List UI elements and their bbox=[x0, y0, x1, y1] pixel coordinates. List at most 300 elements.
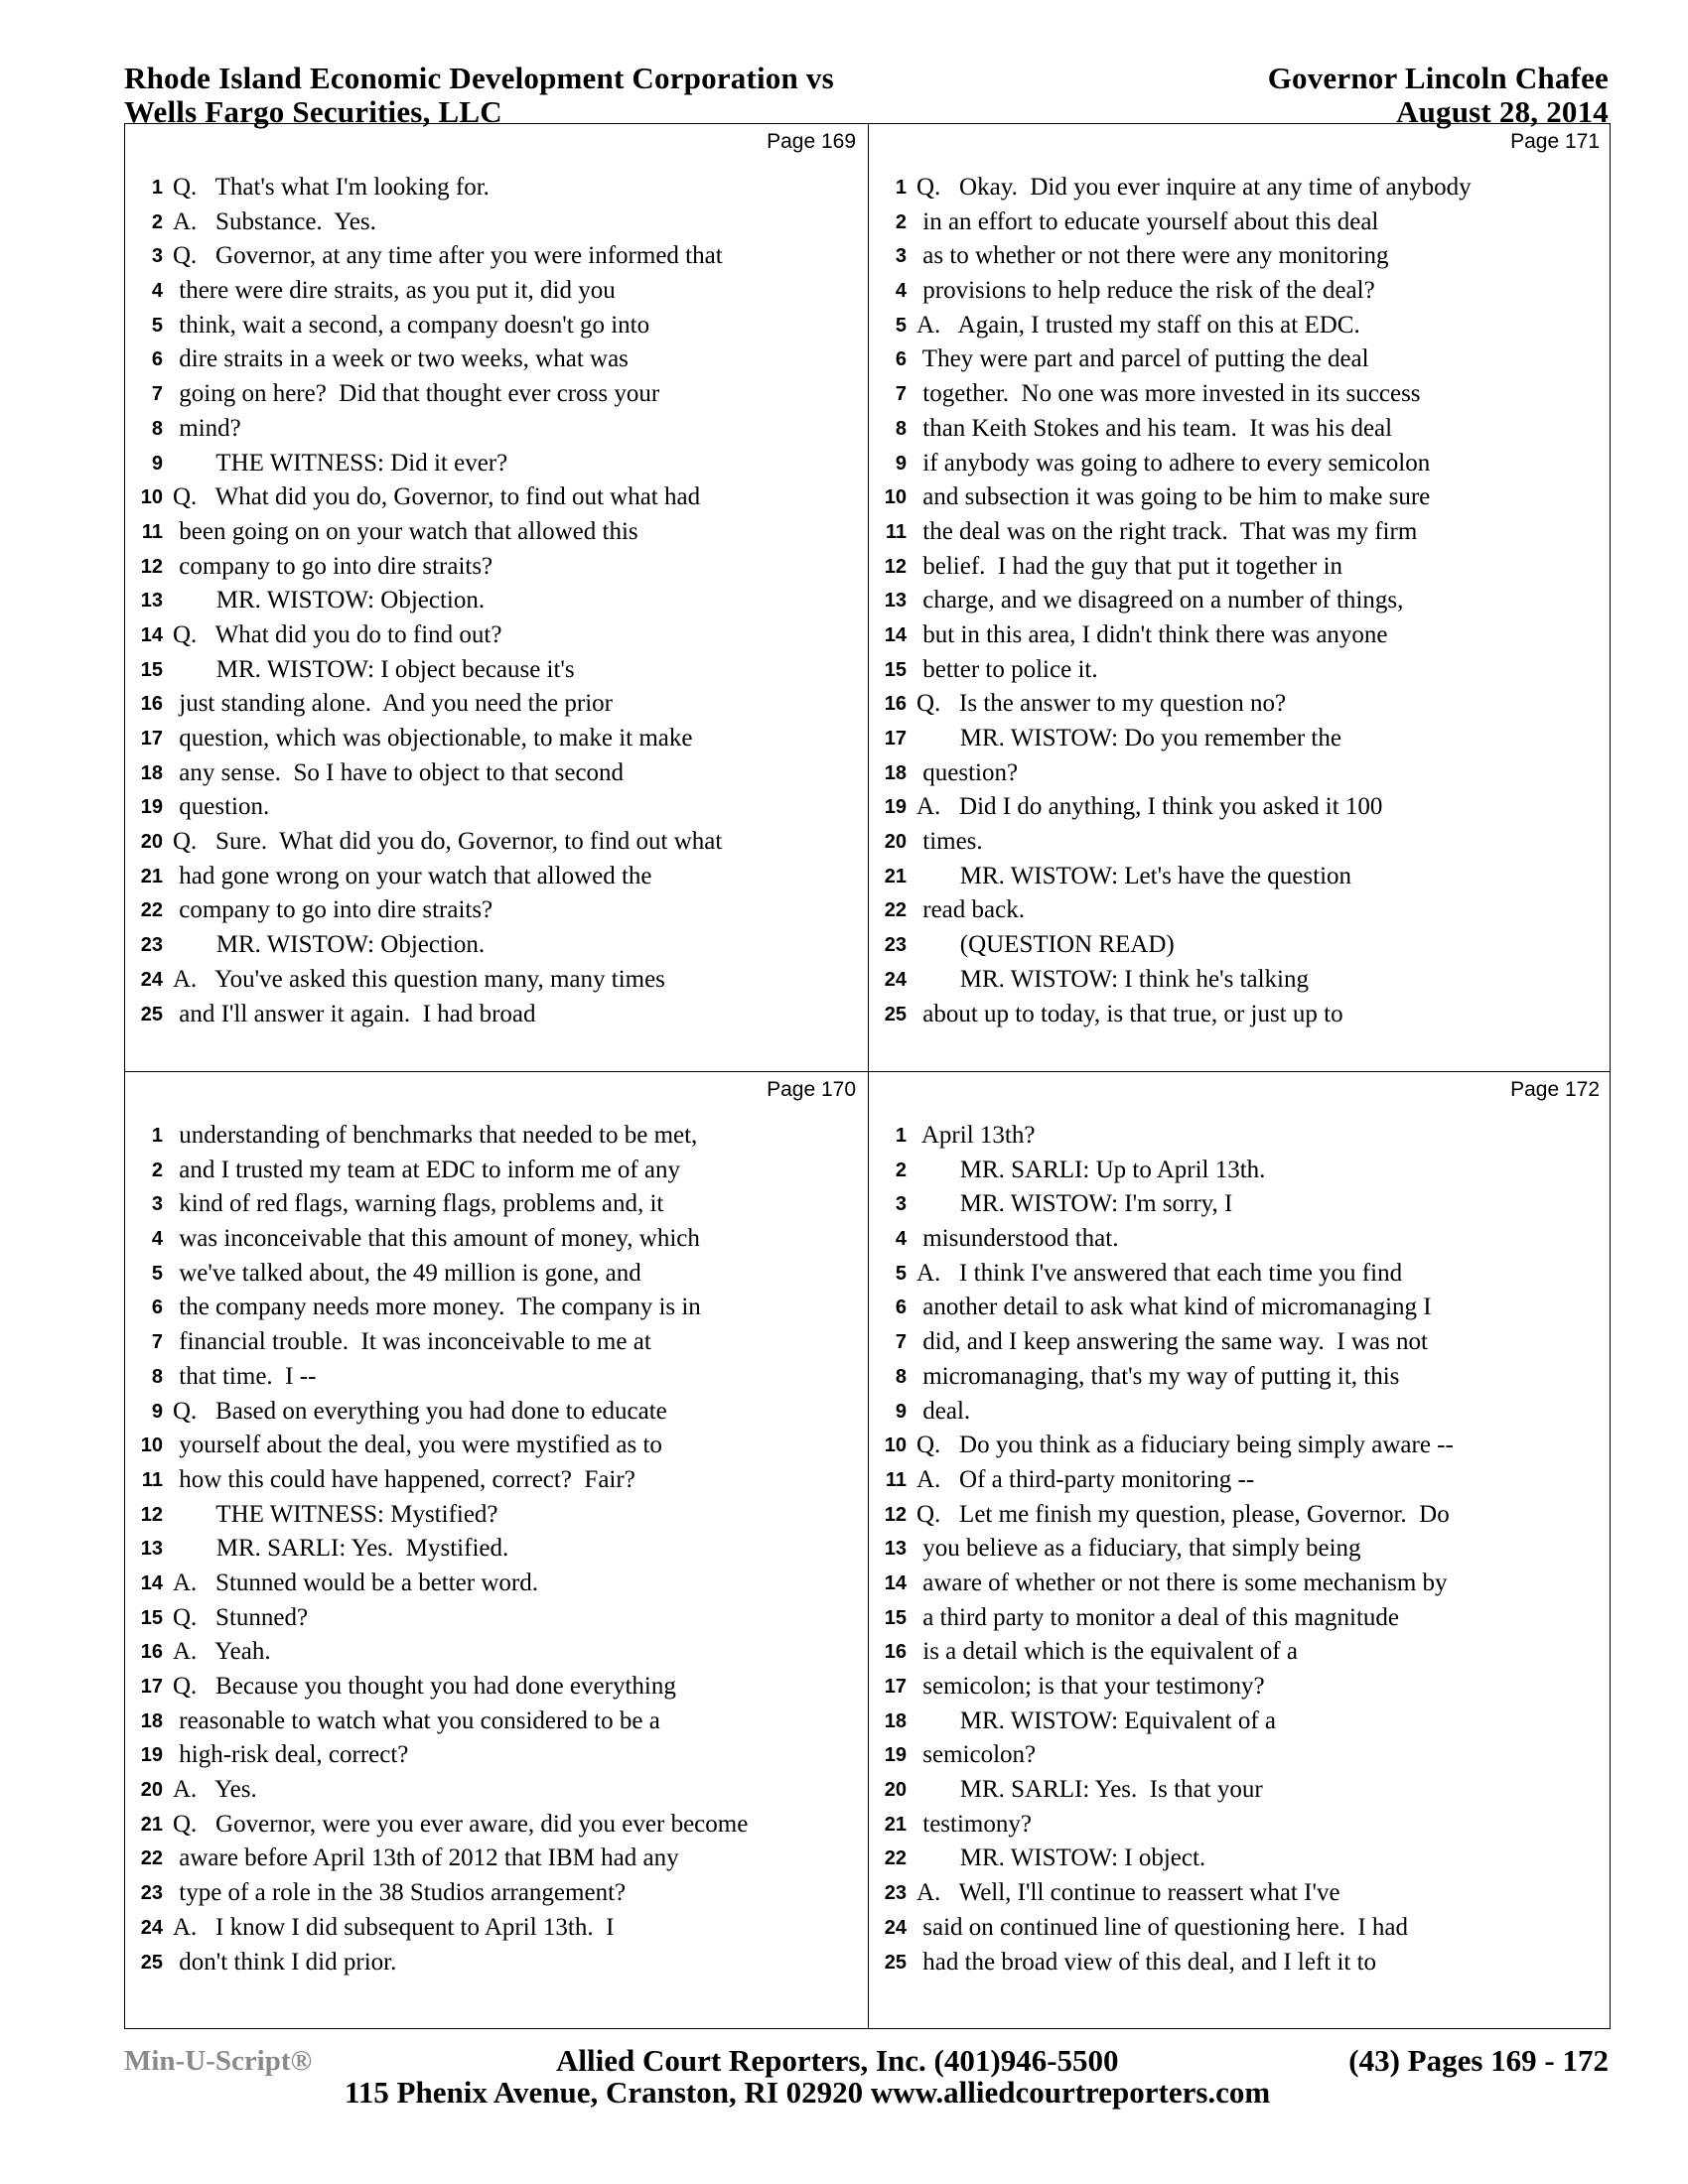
line-number: 21 bbox=[140, 865, 163, 887]
transcript-line bbox=[869, 1911, 1612, 1946]
line-number: 9 bbox=[895, 452, 907, 475]
transcript-line bbox=[869, 1187, 1612, 1222]
transcript-line bbox=[869, 1429, 1612, 1463]
page-number: Page 172 bbox=[1510, 1078, 1600, 1101]
transcript-line bbox=[869, 790, 1612, 825]
line-number: 14 bbox=[140, 623, 163, 646]
line-text: semicolon? bbox=[916, 1741, 1037, 1769]
line-text: question? bbox=[916, 758, 1019, 786]
transcript-page bbox=[125, 1072, 868, 2019]
transcript-line bbox=[125, 1946, 868, 1980]
line-number: 8 bbox=[895, 1365, 907, 1388]
transcript-line bbox=[125, 515, 868, 550]
line-number: 12 bbox=[140, 1503, 163, 1526]
line-text: said on continued line of questioning here. I had bbox=[916, 1913, 1409, 1941]
line-text: going on here? Did that thought ever cross your bbox=[173, 380, 660, 408]
line-text: as to whether or not there were any monitoring bbox=[916, 242, 1389, 270]
line-number: 11 bbox=[141, 520, 163, 543]
transcript-line bbox=[869, 1738, 1612, 1773]
line-text: a third party to monitor a deal of this magnitude bbox=[916, 1603, 1399, 1631]
line-number: 24 bbox=[140, 968, 163, 991]
line-number: 20 bbox=[884, 1779, 907, 1802]
transcript-line bbox=[125, 1532, 868, 1567]
line-number: 18 bbox=[140, 761, 163, 784]
deponent-info bbox=[1268, 62, 1609, 129]
line-text: how this could have happened, correct? Fair? bbox=[173, 1465, 635, 1493]
line-number: 15 bbox=[140, 658, 163, 681]
transcript-line bbox=[125, 480, 868, 515]
line-text: understanding of benchmarks that needed to be met, bbox=[173, 1122, 698, 1149]
transcript-line bbox=[869, 1154, 1612, 1188]
transcript-line bbox=[869, 653, 1612, 688]
transcript-line bbox=[125, 963, 868, 998]
transcript-line bbox=[869, 1360, 1612, 1395]
transcript-line bbox=[125, 722, 868, 756]
line-number: 20 bbox=[140, 1779, 163, 1802]
line-number: 11 bbox=[141, 1468, 163, 1491]
line-text: another detail to ask what kind of micromanaging I bbox=[916, 1294, 1432, 1321]
case-defendant: Wells Fargo Securities, LLC bbox=[124, 94, 502, 129]
line-number: 17 bbox=[884, 1676, 907, 1698]
line-number: 4 bbox=[151, 280, 163, 303]
line-number: 18 bbox=[884, 1709, 907, 1732]
transcript-line bbox=[869, 1532, 1612, 1567]
line-text: that time. I -- bbox=[173, 1362, 317, 1390]
line-number: 3 bbox=[895, 1193, 907, 1216]
line-number: 19 bbox=[140, 796, 163, 819]
transcript-line bbox=[869, 756, 1612, 791]
line-text: question. bbox=[173, 793, 270, 821]
transcript-lines bbox=[869, 171, 1612, 1031]
line-text: the company needs more money. The company is in bbox=[173, 1294, 701, 1321]
transcript-line bbox=[125, 205, 868, 240]
line-text: the deal was on the right track. That was my firm bbox=[916, 517, 1418, 545]
line-number: 7 bbox=[895, 1331, 907, 1354]
line-number: 20 bbox=[140, 831, 163, 854]
transcript-line bbox=[869, 1222, 1612, 1257]
line-text: had gone wrong on your watch that allowed the bbox=[173, 862, 652, 889]
transcript-line bbox=[869, 550, 1612, 585]
line-text: don't think I did prior. bbox=[173, 1948, 397, 1976]
line-text: was inconceivable that this amount of money, which bbox=[173, 1225, 700, 1253]
transcript-line bbox=[869, 1773, 1612, 1808]
line-text: about up to today, is that true, or just up to bbox=[916, 1000, 1343, 1027]
transcript-line bbox=[869, 274, 1612, 309]
line-number: 24 bbox=[884, 1916, 907, 1939]
line-text: A. Did I do anything, I think you asked it 100 bbox=[916, 793, 1383, 821]
transcript-line bbox=[869, 1601, 1612, 1636]
line-text: you believe as a fiduciary, that simply being bbox=[916, 1535, 1361, 1563]
line-text: high-risk deal, correct? bbox=[173, 1741, 409, 1769]
transcript-line bbox=[869, 342, 1612, 377]
transcript-line bbox=[125, 1463, 868, 1498]
transcript-line bbox=[869, 1119, 1612, 1154]
transcript-line bbox=[125, 1257, 868, 1292]
line-number: 7 bbox=[151, 383, 163, 406]
line-text: there were dire straits, as you put it, did you bbox=[173, 277, 616, 305]
line-number: 1 bbox=[895, 1125, 907, 1147]
line-text: A. Well, I'll continue to reassert what I've bbox=[916, 1879, 1340, 1907]
line-text: Q. Is the answer to my question no? bbox=[916, 690, 1287, 718]
transcript-line bbox=[869, 618, 1612, 653]
transcript-line bbox=[125, 1808, 868, 1843]
line-number: 23 bbox=[884, 1882, 907, 1905]
transcript-line bbox=[125, 860, 868, 894]
line-text: any sense. So I have to object to that second bbox=[173, 758, 625, 786]
line-text: type of a role in the 38 Studios arrangement? bbox=[173, 1879, 627, 1907]
transcript-line bbox=[125, 1325, 868, 1360]
line-text: MR. SARLI: Up to April 13th. bbox=[916, 1156, 1266, 1183]
line-number: 22 bbox=[884, 1847, 907, 1870]
line-number: 12 bbox=[140, 555, 163, 578]
line-number: 21 bbox=[140, 1813, 163, 1836]
line-text: reasonable to watch what you considered to be a bbox=[173, 1706, 660, 1734]
line-text: been going on on your watch that allowed this bbox=[173, 517, 638, 545]
transcript-line bbox=[869, 412, 1612, 447]
line-number: 20 bbox=[884, 831, 907, 854]
line-text: A. Substance. Yes. bbox=[173, 207, 376, 235]
transcript-line bbox=[125, 928, 868, 963]
transcript-line bbox=[869, 963, 1612, 998]
line-number: 14 bbox=[140, 1571, 163, 1594]
transcript-line bbox=[125, 618, 868, 653]
line-text: mind? bbox=[173, 414, 241, 442]
line-text: They were part and parcel of putting the deal bbox=[916, 345, 1369, 373]
transcript-line bbox=[125, 1154, 868, 1188]
page-range: (43) Pages 169 - 172 bbox=[1348, 2043, 1609, 2078]
transcript-line bbox=[869, 1876, 1612, 1911]
transcript-line bbox=[869, 1808, 1612, 1843]
line-number: 6 bbox=[151, 348, 163, 371]
transcript-line bbox=[125, 1601, 868, 1636]
line-number: 13 bbox=[884, 590, 907, 613]
transcript-line bbox=[869, 584, 1612, 618]
line-number: 2 bbox=[151, 210, 163, 233]
line-number: 13 bbox=[884, 1538, 907, 1561]
line-number: 6 bbox=[895, 1297, 907, 1319]
line-number: 9 bbox=[151, 452, 163, 475]
transcript-line bbox=[125, 790, 868, 825]
line-number: 1 bbox=[895, 177, 907, 199]
page-number: Page 170 bbox=[767, 1078, 856, 1101]
line-number: 1 bbox=[151, 1125, 163, 1147]
line-number: 22 bbox=[884, 899, 907, 922]
line-text: read back. bbox=[916, 896, 1025, 924]
line-text: financial trouble. It was inconceivable to me at bbox=[173, 1328, 651, 1356]
case-plaintiff: Rhode Island Economic Development Corporation vs bbox=[124, 61, 834, 95]
line-text: A. Yes. bbox=[173, 1776, 257, 1804]
line-number: 2 bbox=[151, 1159, 163, 1181]
transcript-line bbox=[869, 480, 1612, 515]
line-number: 3 bbox=[151, 1193, 163, 1216]
transcript-line bbox=[125, 1187, 868, 1222]
line-number: 16 bbox=[884, 1641, 907, 1664]
line-text: A. Stunned would be a better word. bbox=[173, 1569, 538, 1596]
transcript-line bbox=[125, 1738, 868, 1773]
line-number: 18 bbox=[884, 761, 907, 784]
line-number: 6 bbox=[151, 1297, 163, 1319]
transcript-line bbox=[869, 1670, 1612, 1705]
line-text: April 13th? bbox=[916, 1122, 1036, 1149]
line-number: 13 bbox=[140, 1538, 163, 1561]
line-number: 25 bbox=[884, 1003, 907, 1025]
line-text: is a detail which is the equivalent of a bbox=[916, 1638, 1298, 1666]
reporter-info: Allied Court Reporters, Inc. (401)946-5500 bbox=[556, 2043, 1119, 2078]
line-number: 17 bbox=[140, 1676, 163, 1698]
transcript-lines bbox=[125, 171, 868, 1031]
line-number: 5 bbox=[151, 314, 163, 337]
line-number: 8 bbox=[151, 1365, 163, 1388]
transcript-line bbox=[125, 1360, 868, 1395]
document-footer bbox=[124, 2043, 1609, 2122]
line-text: A. Of a third-party monitoring -- bbox=[916, 1465, 1255, 1493]
line-text: MR. WISTOW: Do you remember the bbox=[916, 725, 1341, 751]
line-text: aware before April 13th of 2012 that IBM had any bbox=[173, 1844, 679, 1872]
transcript-line bbox=[125, 893, 868, 928]
line-number: 23 bbox=[140, 1882, 163, 1905]
page-number: Page 171 bbox=[1510, 130, 1600, 153]
line-text: micromanaging, that's my way of putting it, this bbox=[916, 1362, 1400, 1390]
line-text: Q. That's what I'm looking for. bbox=[173, 174, 490, 201]
line-text: MR. WISTOW: Equivalent of a bbox=[916, 1706, 1276, 1734]
line-text: deal. bbox=[916, 1397, 971, 1425]
line-number: 19 bbox=[884, 796, 907, 819]
transcript-line bbox=[869, 1946, 1612, 1980]
deponent-name: Governor Lincoln Chafee bbox=[1267, 61, 1609, 95]
transcript-line bbox=[869, 1325, 1612, 1360]
transcript-line bbox=[869, 1291, 1612, 1325]
transcript-line bbox=[125, 377, 868, 412]
transcript-line bbox=[125, 1222, 868, 1257]
line-text: and subsection it was going to be him to make sure bbox=[916, 483, 1431, 511]
line-number: 4 bbox=[895, 1228, 907, 1251]
line-number: 9 bbox=[151, 1400, 163, 1423]
transcript-line bbox=[869, 1395, 1612, 1430]
line-text: MR. SARLI: Yes. Mystified. bbox=[173, 1535, 509, 1563]
line-text: had the broad view of this deal, and I left it to bbox=[916, 1948, 1377, 1976]
line-text: belief. I had the guy that put it together in bbox=[916, 552, 1343, 580]
line-text: together. No one was more invested in its success bbox=[916, 380, 1421, 408]
transcript-grid bbox=[124, 123, 1611, 2029]
brand-name: Min-U-Script® bbox=[124, 2045, 313, 2077]
line-number: 18 bbox=[140, 1709, 163, 1732]
transcript-line bbox=[869, 860, 1612, 894]
line-number: 12 bbox=[884, 1503, 907, 1526]
line-number: 11 bbox=[885, 1468, 907, 1491]
line-number: 11 bbox=[885, 520, 907, 543]
transcript-line bbox=[125, 998, 868, 1032]
line-number: 22 bbox=[140, 1847, 163, 1870]
line-text: MR. SARLI: Yes. Is that your bbox=[916, 1776, 1263, 1804]
line-number: 8 bbox=[151, 417, 163, 440]
transcript-line bbox=[125, 1705, 868, 1739]
line-text: company to go into dire straits? bbox=[173, 896, 493, 924]
line-text: A. I know I did subsequent to April 13th. I bbox=[173, 1913, 615, 1941]
line-number: 22 bbox=[140, 899, 163, 922]
transcript-line bbox=[869, 1257, 1612, 1292]
line-text: and I trusted my team at EDC to inform me of any bbox=[173, 1156, 680, 1183]
transcript-page bbox=[869, 124, 1612, 1071]
line-text: MR. WISTOW: Objection. bbox=[173, 587, 486, 614]
line-text: A. I think I've answered that each time you find bbox=[916, 1259, 1403, 1287]
line-text: Q. Sure. What did you do, Governor, to find out what bbox=[173, 828, 723, 856]
line-text: MR. WISTOW: I'm sorry, I bbox=[916, 1190, 1233, 1218]
transcript-line bbox=[869, 1567, 1612, 1601]
case-caption bbox=[124, 62, 834, 129]
reporter-address: 115 Phenix Avenue, Cranston, RI 02920 www.alliedcourtreporters.com bbox=[345, 2075, 1271, 2110]
transcript-line bbox=[869, 928, 1612, 963]
line-text: and I'll answer it again. I had broad bbox=[173, 1000, 536, 1027]
line-text: THE WITNESS: Did it ever? bbox=[173, 449, 508, 477]
line-text: Q. Governor, were you ever aware, did you ever become bbox=[173, 1810, 749, 1838]
transcript-line bbox=[125, 756, 868, 791]
line-text: Q. Stunned? bbox=[173, 1603, 309, 1631]
line-number: 15 bbox=[884, 658, 907, 681]
transcript-line bbox=[125, 171, 868, 205]
line-number: 10 bbox=[884, 486, 907, 509]
line-text: MR. WISTOW: I object. bbox=[916, 1844, 1206, 1872]
line-text: just standing alone. And you need the prior bbox=[173, 690, 613, 718]
line-text: dire straits in a week or two weeks, what was bbox=[173, 345, 629, 373]
line-number: 19 bbox=[884, 1744, 907, 1767]
transcript-lines bbox=[125, 1119, 868, 1979]
transcript-line bbox=[125, 1911, 868, 1946]
transcript-line bbox=[125, 584, 868, 618]
line-text: THE WITNESS: Mystified? bbox=[173, 1500, 498, 1528]
deposition-date: August 28, 2014 bbox=[1395, 94, 1609, 129]
transcript-line bbox=[125, 1876, 868, 1911]
line-text: A. You've asked this question many, many times bbox=[173, 965, 665, 993]
line-text: think, wait a second, a company doesn't go into bbox=[173, 311, 650, 339]
line-text: question, which was objectionable, to make it make bbox=[173, 725, 693, 751]
line-number: 2 bbox=[895, 210, 907, 233]
line-number: 16 bbox=[140, 1641, 163, 1664]
line-text: Q. Let me finish my question, please, Governor. Do bbox=[916, 1500, 1450, 1528]
line-text: semicolon; is that your testimony? bbox=[916, 1673, 1265, 1700]
line-number: 10 bbox=[140, 1434, 163, 1457]
line-number: 16 bbox=[884, 693, 907, 716]
line-number: 5 bbox=[895, 314, 907, 337]
transcript-line bbox=[869, 1463, 1612, 1498]
line-number: 3 bbox=[895, 245, 907, 268]
line-text: Q. Okay. Did you ever inquire at any time of anybody bbox=[916, 174, 1472, 201]
transcript-page bbox=[869, 1072, 1612, 2019]
transcript-line bbox=[869, 1842, 1612, 1876]
line-text: A. Yeah. bbox=[173, 1638, 271, 1666]
line-text: provisions to help reduce the risk of the deal? bbox=[916, 277, 1375, 305]
transcript-line bbox=[869, 1498, 1612, 1533]
transcript-line bbox=[125, 825, 868, 860]
transcript-line bbox=[869, 309, 1612, 343]
line-number: 1 bbox=[151, 177, 163, 199]
transcript-line bbox=[869, 205, 1612, 240]
transcript-line bbox=[125, 309, 868, 343]
line-text: (QUESTION READ) bbox=[916, 931, 1175, 959]
transcript-line bbox=[125, 653, 868, 688]
transcript-line bbox=[869, 377, 1612, 412]
transcript-line bbox=[125, 274, 868, 309]
transcript-line bbox=[125, 1670, 868, 1705]
line-number: 9 bbox=[895, 1400, 907, 1423]
line-number: 2 bbox=[895, 1159, 907, 1181]
line-text: we've talked about, the 49 million is gone, and bbox=[173, 1259, 641, 1287]
line-number: 5 bbox=[151, 1262, 163, 1285]
document-header bbox=[124, 62, 1609, 129]
transcript-line bbox=[125, 1119, 868, 1154]
line-text: MR. WISTOW: Objection. bbox=[173, 931, 486, 959]
transcript-line bbox=[125, 1842, 868, 1876]
line-number: 7 bbox=[151, 1331, 163, 1354]
transcript-lines bbox=[869, 1119, 1612, 1979]
line-text: kind of red flags, warning flags, problems and, it bbox=[173, 1190, 664, 1218]
transcript-line bbox=[869, 825, 1612, 860]
line-number: 6 bbox=[895, 348, 907, 371]
line-number: 10 bbox=[884, 1434, 907, 1457]
line-number: 3 bbox=[151, 245, 163, 268]
line-number: 24 bbox=[140, 1916, 163, 1939]
line-text: than Keith Stokes and his team. It was his deal bbox=[916, 414, 1393, 442]
transcript-line bbox=[869, 239, 1612, 274]
line-number: 14 bbox=[884, 623, 907, 646]
line-text: Q. Based on everything you had done to educate bbox=[173, 1397, 667, 1425]
line-number: 15 bbox=[884, 1606, 907, 1629]
line-text: better to police it. bbox=[916, 655, 1098, 683]
transcript-line bbox=[125, 1291, 868, 1325]
line-text: company to go into dire straits? bbox=[173, 552, 493, 580]
transcript-line bbox=[869, 998, 1612, 1032]
transcript-line bbox=[125, 412, 868, 447]
line-text: but in this area, I didn't think there was anyone bbox=[916, 620, 1388, 648]
line-number: 23 bbox=[884, 934, 907, 957]
line-text: charge, and we disagreed on a number of things, bbox=[916, 587, 1404, 614]
line-number: 24 bbox=[884, 968, 907, 991]
transcript-line bbox=[125, 1429, 868, 1463]
line-number: 17 bbox=[140, 728, 163, 750]
line-text: testimony? bbox=[916, 1810, 1032, 1838]
transcript-line bbox=[125, 342, 868, 377]
line-number: 17 bbox=[884, 728, 907, 750]
line-number: 12 bbox=[884, 555, 907, 578]
line-text: A. Again, I trusted my staff on this at EDC. bbox=[916, 311, 1360, 339]
line-text: MR. WISTOW: Let's have the question bbox=[916, 862, 1352, 889]
line-text: misunderstood that. bbox=[916, 1225, 1119, 1253]
line-number: 15 bbox=[140, 1606, 163, 1629]
line-number: 19 bbox=[140, 1744, 163, 1767]
line-number: 4 bbox=[151, 1228, 163, 1251]
line-number: 25 bbox=[884, 1951, 907, 1974]
transcript-line bbox=[125, 1635, 868, 1670]
line-text: MR. WISTOW: I object because it's bbox=[173, 655, 575, 683]
line-number: 21 bbox=[884, 1813, 907, 1836]
line-number: 25 bbox=[140, 1951, 163, 1974]
line-text: Q. What did you do, Governor, to find out what had bbox=[173, 483, 701, 511]
transcript-line bbox=[125, 687, 868, 722]
line-text: in an effort to educate yourself about this deal bbox=[916, 207, 1379, 235]
transcript-line bbox=[869, 515, 1612, 550]
line-text: yourself about the deal, you were mystified as to bbox=[173, 1432, 662, 1459]
line-text: aware of whether or not there is some mechanism by bbox=[916, 1569, 1448, 1596]
line-number: 16 bbox=[140, 693, 163, 716]
line-number: 13 bbox=[140, 590, 163, 613]
line-text: Q. Do you think as a fiduciary being simply aware -- bbox=[916, 1432, 1454, 1459]
page-number: Page 169 bbox=[767, 130, 856, 153]
transcript-line bbox=[125, 550, 868, 585]
line-text: if anybody was going to adhere to every semicolon bbox=[916, 449, 1431, 477]
line-number: 7 bbox=[895, 383, 907, 406]
transcript-line bbox=[869, 447, 1612, 481]
line-text: Q. Governor, at any time after you were informed that bbox=[173, 242, 723, 270]
transcript-page bbox=[125, 124, 868, 1071]
